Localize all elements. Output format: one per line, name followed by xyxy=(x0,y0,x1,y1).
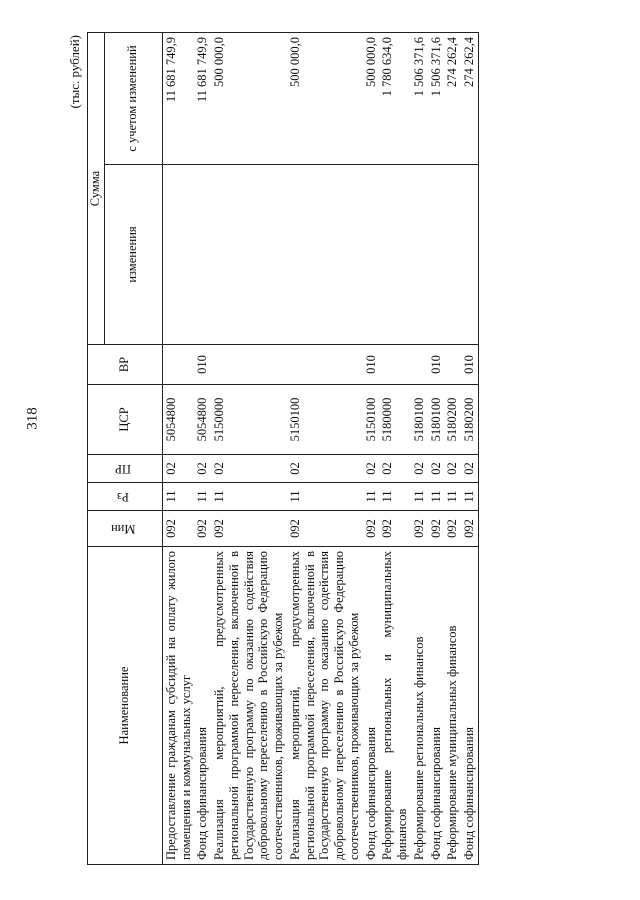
row-pr: 02 xyxy=(287,455,363,483)
row-min: 092 xyxy=(411,511,428,547)
header-name: Наименование xyxy=(88,547,163,865)
table-row xyxy=(194,33,211,865)
row-name: Фонд софинансирования xyxy=(194,547,211,865)
row-csr: 5150100 xyxy=(287,385,363,455)
row-total: 1 506 371,6 xyxy=(428,33,445,165)
table-row xyxy=(411,33,428,865)
row-changes xyxy=(411,165,428,345)
table-row xyxy=(444,33,461,865)
row-vr xyxy=(287,345,363,385)
row-vr: 010 xyxy=(363,345,380,385)
header-sum: Сумма xyxy=(88,33,105,345)
row-vr xyxy=(211,345,287,385)
row-pr: 02 xyxy=(379,455,411,483)
table-row xyxy=(461,33,478,865)
header-rz xyxy=(88,483,163,511)
table-row xyxy=(287,33,363,865)
header-pr-label: ПР xyxy=(115,462,131,477)
row-rz: 11 xyxy=(444,483,461,511)
header-min-label: Мин xyxy=(110,522,136,537)
row-name: Реформирование региональных финансов xyxy=(411,547,428,865)
row-total: 1 506 371,6 xyxy=(411,33,428,165)
table-row xyxy=(379,33,411,865)
table-row xyxy=(363,33,380,865)
row-csr: 5180200 xyxy=(461,385,478,455)
row-changes xyxy=(194,165,211,345)
row-vr: 010 xyxy=(428,345,445,385)
row-total: 274 262,4 xyxy=(461,33,478,165)
table-row xyxy=(428,33,445,865)
row-pr: 02 xyxy=(162,455,194,483)
table-row xyxy=(162,33,194,865)
row-name: Реформирование муниципальных финансов xyxy=(444,547,461,865)
row-rz: 11 xyxy=(411,483,428,511)
row-name: Реформирование региональных и муниципальных финансов xyxy=(379,547,411,865)
row-total: 11 681 749,9 xyxy=(162,33,194,165)
row-total: 11 681 749,9 xyxy=(194,33,211,165)
row-changes xyxy=(162,165,194,345)
row-vr xyxy=(444,345,461,385)
row-changes xyxy=(287,165,363,345)
header-vr: ВР xyxy=(88,345,163,385)
row-total: 1 780 634,0 xyxy=(379,33,411,165)
rotated-page xyxy=(65,25,585,865)
header-csr: ЦСР xyxy=(88,385,163,455)
row-min: 092 xyxy=(379,511,411,547)
row-total: 274 262,4 xyxy=(444,33,461,165)
row-min: 092 xyxy=(287,511,363,547)
header-with-changes: с учетом изменений xyxy=(104,33,162,165)
header-changes: изменения xyxy=(104,165,162,345)
budget-table xyxy=(87,32,479,865)
row-min: 092 xyxy=(194,511,211,547)
row-total: 500 000,0 xyxy=(287,33,363,165)
header-pr xyxy=(88,455,163,483)
row-csr: 5054800 xyxy=(162,385,194,455)
row-min: 092 xyxy=(363,511,380,547)
row-pr: 02 xyxy=(194,455,211,483)
row-rz: 11 xyxy=(363,483,380,511)
row-min: 092 xyxy=(162,511,194,547)
header-rz-label: Рз xyxy=(117,490,129,505)
row-rz: 11 xyxy=(428,483,445,511)
row-min: 092 xyxy=(461,511,478,547)
row-min: 092 xyxy=(428,511,445,547)
row-pr: 02 xyxy=(211,455,287,483)
row-total: 500 000,0 xyxy=(363,33,380,165)
row-pr: 02 xyxy=(444,455,461,483)
row-csr: 5150100 xyxy=(363,385,380,455)
row-min: 092 xyxy=(444,511,461,547)
table-row xyxy=(211,33,287,865)
row-csr: 5180000 xyxy=(379,385,411,455)
row-rz: 11 xyxy=(461,483,478,511)
row-vr xyxy=(162,345,194,385)
row-csr: 5180200 xyxy=(444,385,461,455)
row-name: Фонд софинансирования xyxy=(428,547,445,865)
row-changes xyxy=(461,165,478,345)
row-changes xyxy=(379,165,411,345)
row-vr: 010 xyxy=(461,345,478,385)
row-pr: 02 xyxy=(363,455,380,483)
row-vr: 010 xyxy=(194,345,211,385)
row-rz: 11 xyxy=(194,483,211,511)
row-pr: 02 xyxy=(411,455,428,483)
row-changes xyxy=(428,165,445,345)
row-vr xyxy=(379,345,411,385)
row-changes xyxy=(211,165,287,345)
row-name: Предоставление гражданам субсидий на оплату жилого помещения и коммунальных услуг xyxy=(162,547,194,865)
row-name: Реализация мероприятий, предусмотренных региональной программой переселения, включенной в Государственную программу по оказанию содействия добровольному переселению в Российскую Федерацию соотечественников, проживающих за рубежом xyxy=(287,547,363,865)
row-changes xyxy=(363,165,380,345)
row-csr: 5054800 xyxy=(194,385,211,455)
page-number: 318 xyxy=(24,407,41,430)
row-name: Фонд софинансирования xyxy=(461,547,478,865)
row-csr: 5180100 xyxy=(411,385,428,455)
row-rz: 11 xyxy=(287,483,363,511)
row-min: 092 xyxy=(211,511,287,547)
row-total: 500 000,0 xyxy=(211,33,287,165)
table-body xyxy=(162,33,478,865)
row-pr: 02 xyxy=(461,455,478,483)
units-label: (тыс. рублей) xyxy=(67,35,82,109)
row-changes xyxy=(444,165,461,345)
row-name: Фонд софинансирования xyxy=(363,547,380,865)
row-rz: 11 xyxy=(162,483,194,511)
row-rz: 11 xyxy=(379,483,411,511)
row-rz: 11 xyxy=(211,483,287,511)
row-csr: 5180100 xyxy=(428,385,445,455)
row-csr: 5150000 xyxy=(211,385,287,455)
row-pr: 02 xyxy=(428,455,445,483)
header-min xyxy=(88,511,163,547)
row-vr xyxy=(411,345,428,385)
row-name: Реализация мероприятий, предусмотренных региональной программой переселения, включенной в Государственную программу по оказанию содействия добровольному переселению в Российскую Федерацию соотечественников, проживающих за рубежом xyxy=(211,547,287,865)
